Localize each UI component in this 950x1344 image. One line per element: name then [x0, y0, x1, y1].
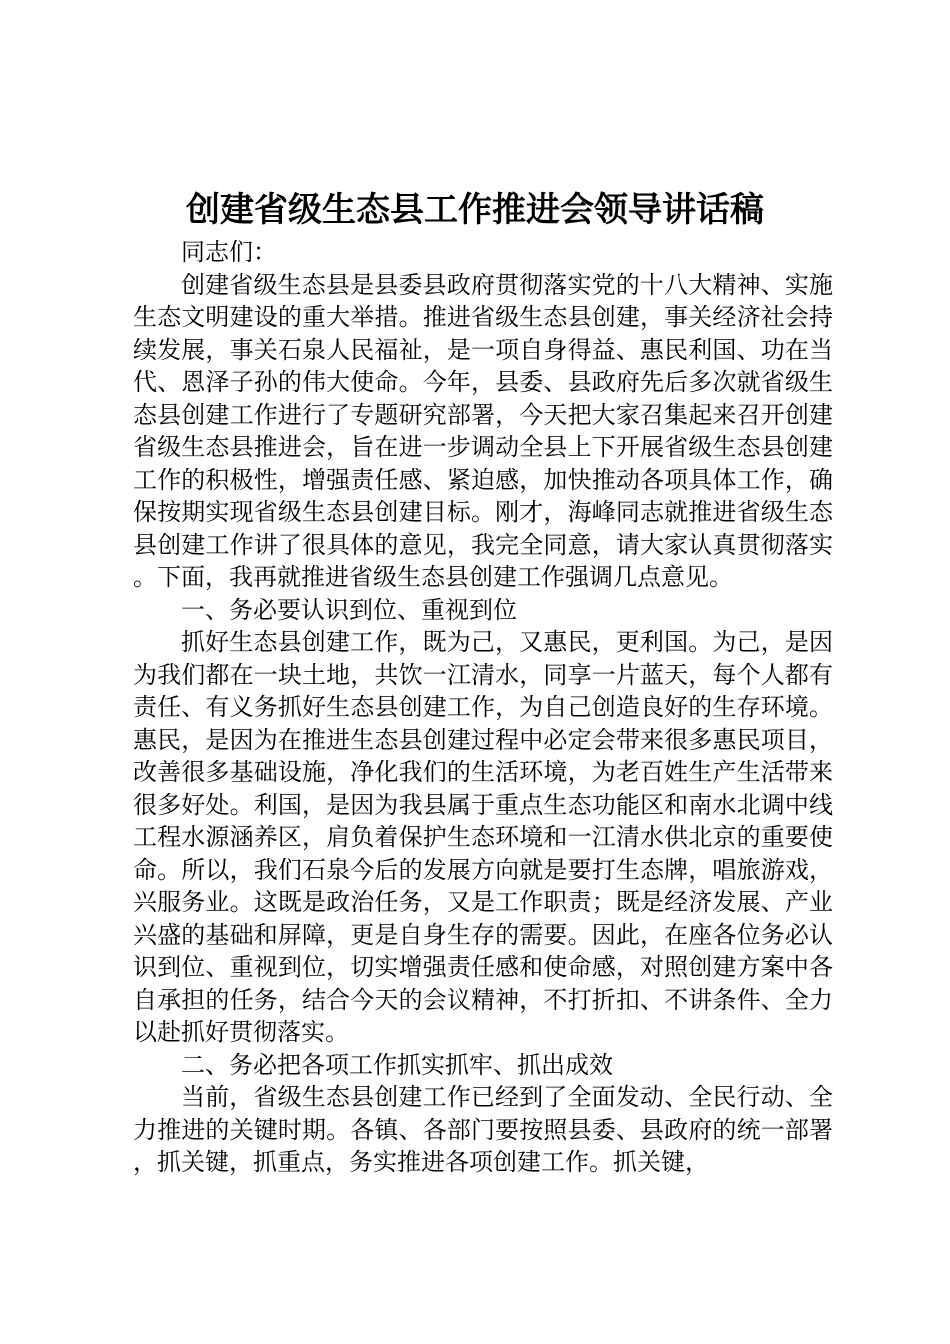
document-body: [133, 236, 833, 1179]
document-title: 创建省级生态县工作推进会领导讲话稿: [186, 190, 764, 230]
body-paragraph: 创建省级生态县是县委县政府贯彻落实党的十八大精神、实施生态文明建设的重大举措。推进省级生态县创建，事关经济社会持续发展，事关石泉人民福祉，是一项自身得益、惠民利国、功在当代、恩泽子孙的伟大使命。今年，县委、县政府先后多次就省级生态县创建工作进行了专题研究部署，今天把大家召集起来召开创建省级生态县推进会，旨在进一步调动全县上下开展省级生态县创建工作的积极性，增强责任感、紧迫感，加快推动各项具体工作，确保按期实现省级生态县创建目标。刚才，海峰同志就推进省级生态县创建工作讲了很具体的意见，我完全同意，请大家认真贯彻落实。下面，我再就推进省级生态县创建工作强调几点意见。: [133, 270, 833, 591]
body-paragraph: 当前，省级生态县创建工作已经到了全面发动、全民行动、全力推进的关键时期。各镇、各部门要按照县委、县政府的统一部署，抓关键，抓重点，务实推进各项创建工作。抓关键，: [133, 1083, 833, 1176]
body-paragraph: 抓好生态县创建工作，既为己，又惠民，更利国。为己，是因为我们都在一块土地，共饮一江清水，同享一片蓝天，每个人都有责任、有义务抓好生态县创建工作，为自己创造良好的生存环境。惠民，是因为在推进生态县创建过程中必定会带来很多惠民项目，改善很多基础设施，净化我们的生活环境，为老百姓生产生活带来很多好处。利国，是因为我县属于重点生态功能区和南水北调中线工程水源涵养区，肩负着保护生态环境和一江清水供北京的重要使命。所以，我们石泉今后的发展方向就是要打生态牌，唱旅游戏，兴服务业。这既是政治任务，又是工作职责；既是经济发展、产业兴盛的基础和屏障，更是自身生存的需要。因此，在座各位务必认识到位、重视到位，切实增强责任感和使命感，对照创建方案中各自承担的任务，结合今天的会议精神，不打折扣、不讲条件、全力以赴抓好贯彻落实。: [133, 628, 833, 1046]
salutation: 同志们：: [181, 238, 277, 266]
section-heading-2: 二、务必把各项工作抓实抓牢、抓出成效: [181, 1050, 613, 1079]
section-heading-1: 一、务必要认识到位、重视到位: [181, 595, 517, 624]
